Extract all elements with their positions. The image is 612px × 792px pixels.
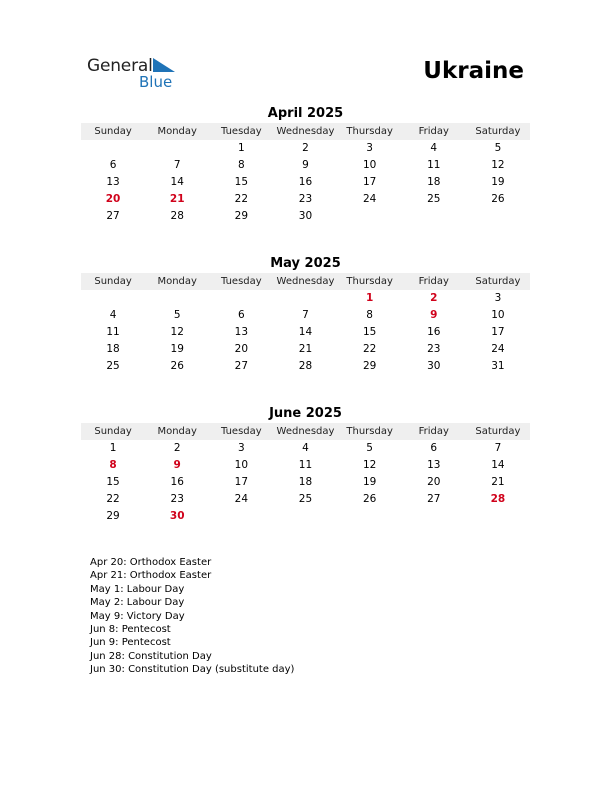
day-cell: 4 <box>109 309 117 322</box>
holiday-entry: Apr 21: Orthodox Easter <box>90 570 212 582</box>
day-cell: 28 <box>490 492 506 505</box>
day-cell: 11 <box>298 459 313 472</box>
day-cell: 2 <box>430 292 438 305</box>
day-cell: 9 <box>430 309 438 322</box>
day-cell: 24 <box>234 492 249 505</box>
day-cell: 29 <box>234 209 249 222</box>
week-row <box>81 507 530 524</box>
day-cell: 1 <box>238 142 245 155</box>
day-cell: 17 <box>491 325 505 338</box>
day-cell: 11 <box>427 159 441 172</box>
day-cell: 21 <box>491 475 505 488</box>
week-row <box>81 140 530 157</box>
logo-flag-icon <box>153 58 177 74</box>
weekday-label: Monday <box>157 126 197 137</box>
day-cell: 23 <box>427 342 441 355</box>
weekday-label: Monday <box>157 426 197 437</box>
day-cell: 2 <box>302 142 309 155</box>
day-cell: 18 <box>427 175 441 188</box>
month-title: April 2025 <box>267 106 344 121</box>
weekday-label: Wednesday <box>276 126 335 137</box>
day-cell: 27 <box>427 492 441 505</box>
month-june <box>81 405 530 524</box>
day-cell: 7 <box>302 309 309 322</box>
day-cell: 16 <box>298 175 313 188</box>
day-cell: 1 <box>365 292 374 305</box>
day-cell: 24 <box>491 342 505 355</box>
day-cell: 5 <box>494 142 502 155</box>
week-row <box>81 324 530 341</box>
day-cell: 3 <box>494 292 502 305</box>
day-cell: 21 <box>169 192 185 205</box>
day-cell: 5 <box>173 309 181 322</box>
country-title: Ukraine <box>423 58 524 84</box>
day-cell: 13 <box>106 175 120 188</box>
day-cell: 8 <box>366 309 373 322</box>
weekday-header <box>81 423 530 440</box>
day-cell: 12 <box>491 159 505 172</box>
day-cell: 12 <box>170 325 184 338</box>
day-cell: 14 <box>491 459 505 472</box>
day-cell: 10 <box>362 159 377 172</box>
week-row <box>81 440 530 457</box>
week-row <box>81 457 530 474</box>
holiday-entry: Apr 20: Orthodox Easter <box>90 557 212 568</box>
day-cell: 17 <box>234 475 249 488</box>
week-row <box>81 490 530 507</box>
day-cell: 22 <box>234 192 249 205</box>
day-cell: 13 <box>234 325 249 338</box>
month-may <box>81 255 530 374</box>
day-cell: 19 <box>170 342 184 355</box>
week-row <box>81 174 530 191</box>
day-cell: 1 <box>109 442 117 455</box>
holiday-entry: May 1: Labour Day <box>90 583 185 595</box>
day-cell: 22 <box>362 342 377 355</box>
generalblue-logo <box>87 54 187 94</box>
day-cell: 3 <box>238 442 245 455</box>
day-cell: 13 <box>427 459 441 472</box>
weekday-label: Tuesday <box>221 426 262 437</box>
month-title: June 2025 <box>269 406 342 421</box>
week-row <box>81 357 530 374</box>
day-cell: 30 <box>298 209 313 222</box>
weekday-label: Monday <box>157 276 197 287</box>
month-april <box>81 105 530 224</box>
day-cell: 15 <box>106 475 120 488</box>
week-row <box>81 207 530 224</box>
weekday-label: Friday <box>418 126 449 137</box>
day-cell: 26 <box>491 192 505 205</box>
day-cell: 2 <box>173 442 181 455</box>
day-cell: 17 <box>362 175 377 188</box>
weekday-label: Thursday <box>346 276 393 287</box>
week-row <box>81 474 530 491</box>
day-cell: 25 <box>298 492 313 505</box>
day-cell: 6 <box>430 442 438 455</box>
day-cell: 25 <box>427 192 441 205</box>
day-cell: 23 <box>298 192 313 205</box>
day-cell: 26 <box>362 492 377 505</box>
holiday-entry: Jun 28: Constitution Day <box>90 650 212 662</box>
day-cell: 14 <box>170 175 184 188</box>
day-cell: 21 <box>298 342 313 355</box>
day-cell: 26 <box>170 359 184 372</box>
weekday-label: Sunday <box>94 126 132 137</box>
day-cell: 19 <box>491 175 505 188</box>
weekday-label: Friday <box>418 276 449 287</box>
day-cell: 28 <box>298 359 313 372</box>
holiday-entry: Jun 8: Pentecost <box>90 624 171 636</box>
day-cell: 30 <box>169 509 185 522</box>
weekday-label: Tuesday <box>221 126 262 137</box>
weekday-label: Wednesday <box>276 276 335 287</box>
weekday-header <box>81 123 530 140</box>
day-cell: 15 <box>362 325 377 338</box>
day-cell: 3 <box>366 142 373 155</box>
day-cell: 11 <box>106 325 120 338</box>
day-cell: 12 <box>362 459 377 472</box>
day-cell: 29 <box>106 509 120 522</box>
holiday-list <box>90 556 294 677</box>
day-cell: 27 <box>106 209 120 222</box>
week-row <box>81 290 530 307</box>
day-cell: 5 <box>366 442 373 455</box>
holiday-entry: May 9: Victory Day <box>90 610 185 622</box>
weekday-label: Saturday <box>475 426 521 437</box>
week-row <box>81 340 530 357</box>
weekday-label: Thursday <box>346 126 393 137</box>
weekday-label: Saturday <box>475 126 521 137</box>
logo-text-general: General <box>87 56 153 76</box>
day-cell: 8 <box>238 159 245 172</box>
day-cell: 10 <box>234 459 249 472</box>
day-cell: 16 <box>427 325 441 338</box>
weekday-label: Thursday <box>346 426 393 437</box>
day-cell: 9 <box>173 459 181 472</box>
holiday-entry: Jun 9: Pentecost <box>90 637 171 649</box>
weekday-label: Tuesday <box>221 276 262 287</box>
day-cell: 6 <box>109 159 117 172</box>
day-cell: 16 <box>170 475 184 488</box>
logo-text-blue: Blue <box>139 73 173 91</box>
day-cell: 31 <box>491 359 505 372</box>
day-cell: 20 <box>234 342 249 355</box>
month-title: May 2025 <box>270 256 341 271</box>
day-cell: 18 <box>106 342 120 355</box>
day-cell: 15 <box>234 175 249 188</box>
day-cell: 29 <box>362 359 377 372</box>
day-cell: 8 <box>109 459 117 472</box>
day-cell: 27 <box>234 359 249 372</box>
day-cell: 20 <box>105 192 121 205</box>
weekday-label: Sunday <box>94 276 132 287</box>
holiday-entry: Jun 30: Constitution Day (substitute day) <box>90 664 295 676</box>
week-row <box>81 157 530 174</box>
day-cell: 25 <box>106 359 120 372</box>
day-cell: 18 <box>298 475 313 488</box>
weekday-label: Sunday <box>94 426 132 437</box>
day-cell: 14 <box>298 325 313 338</box>
day-cell: 7 <box>173 159 181 172</box>
day-cell: 20 <box>427 475 441 488</box>
day-cell: 6 <box>238 309 245 322</box>
day-cell: 4 <box>430 142 438 155</box>
day-cell: 28 <box>170 209 184 222</box>
weekday-label: Friday <box>418 426 449 437</box>
day-cell: 30 <box>427 359 441 372</box>
day-cell: 9 <box>302 159 309 172</box>
day-cell: 24 <box>362 192 377 205</box>
day-cell: 10 <box>491 309 505 322</box>
day-cell: 4 <box>302 442 309 455</box>
weekday-header <box>81 273 530 290</box>
day-cell: 19 <box>362 475 377 488</box>
day-cell: 23 <box>170 492 184 505</box>
day-cell: 7 <box>494 442 502 455</box>
weekday-label: Wednesday <box>276 426 335 437</box>
week-row <box>81 190 530 207</box>
weekday-label: Saturday <box>475 276 521 287</box>
holiday-entry: May 2: Labour Day <box>90 597 185 609</box>
day-cell: 22 <box>106 492 120 505</box>
week-row <box>81 307 530 324</box>
